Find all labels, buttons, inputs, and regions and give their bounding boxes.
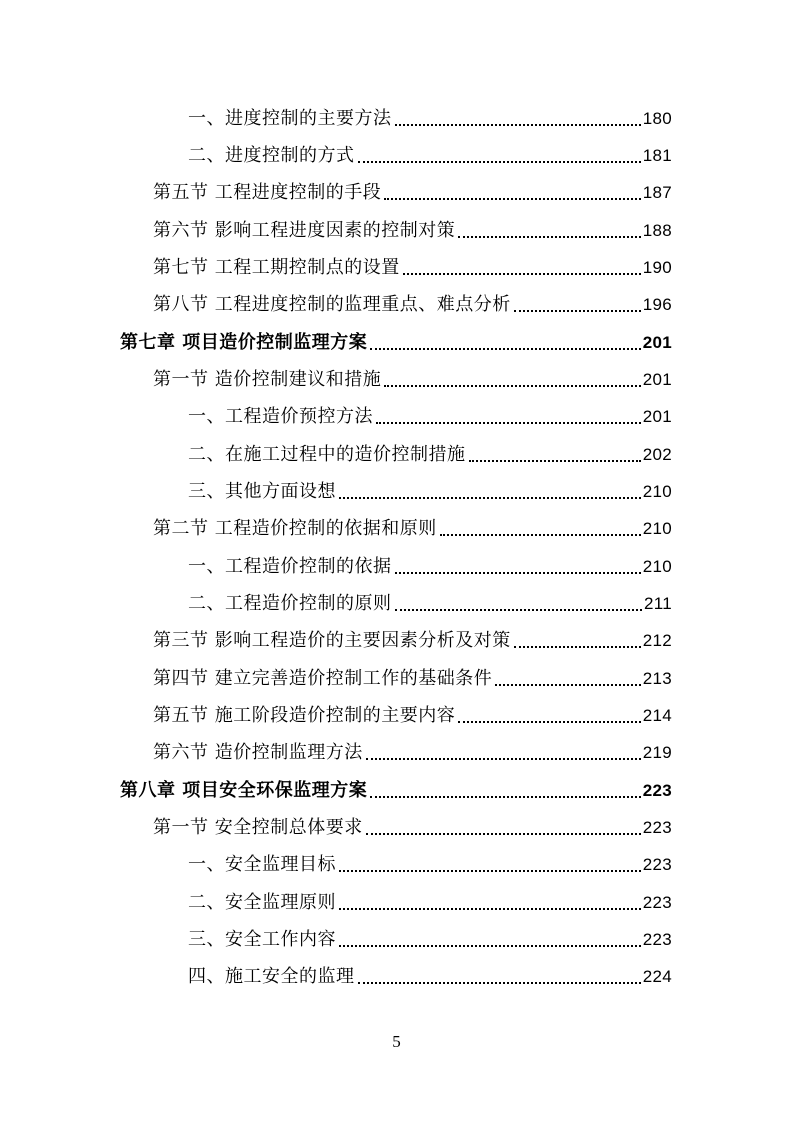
toc-leader-dots xyxy=(370,796,640,798)
toc-entry-title: 第二节 工程造价控制的依据和原则 xyxy=(153,518,437,539)
toc-entry[interactable] xyxy=(153,249,672,279)
toc-leader-dots xyxy=(395,609,642,611)
toc-chapter-entry[interactable] xyxy=(120,772,672,802)
toc-leader-dots xyxy=(458,236,641,238)
toc-entry-page: 210 xyxy=(642,482,672,501)
toc-leader-dots xyxy=(358,161,641,163)
toc-entry-page: 201 xyxy=(642,407,672,426)
toc-leader-dots xyxy=(376,422,641,424)
toc-leader-dots xyxy=(495,684,641,686)
page-number: 5 xyxy=(392,1032,401,1051)
toc-entry[interactable] xyxy=(188,137,672,167)
toc-entry[interactable] xyxy=(153,697,672,727)
toc-entry-page: 219 xyxy=(642,743,672,762)
toc-entry[interactable] xyxy=(153,174,672,204)
toc-entry[interactable] xyxy=(153,361,672,391)
toc-entry[interactable] xyxy=(188,958,672,988)
toc-leader-dots xyxy=(469,460,641,462)
toc-entry-page: 223 xyxy=(642,855,672,874)
toc-leader-dots xyxy=(358,982,641,984)
toc-entry-page: 210 xyxy=(642,557,672,576)
toc-entry[interactable] xyxy=(153,809,672,839)
toc-entry-title: 一、安全监理目标 xyxy=(188,854,336,875)
toc-entry[interactable] xyxy=(153,510,672,540)
toc-leader-dots xyxy=(440,534,641,536)
toc-entry-title: 第七章 项目造价控制监理方案 xyxy=(120,332,368,353)
toc-entry-page: 210 xyxy=(642,519,672,538)
toc-entry[interactable] xyxy=(153,734,672,764)
toc-leader-dots xyxy=(339,945,641,947)
toc-entry-title: 第五节 工程进度控制的手段 xyxy=(153,182,382,203)
toc-entry-title: 第七节 工程工期控制点的设置 xyxy=(153,257,400,278)
toc-entry-page: 201 xyxy=(642,370,672,389)
toc-entry-page: 223 xyxy=(642,930,672,949)
toc-entry-page: 214 xyxy=(642,706,672,725)
toc-entry-title: 第四节 建立完善造价控制工作的基础条件 xyxy=(153,668,493,689)
toc-leader-dots xyxy=(384,198,641,200)
toc-entry-title: 一、工程造价预控方法 xyxy=(188,406,373,427)
toc-leader-dots xyxy=(339,497,641,499)
toc-entry[interactable] xyxy=(153,212,672,242)
toc-entry-title: 第一节 安全控制总体要求 xyxy=(153,817,363,838)
toc-entry-page: 223 xyxy=(642,893,672,912)
toc-entry-title: 二、在施工过程中的造价控制措施 xyxy=(188,444,466,465)
toc-leader-dots xyxy=(339,870,641,872)
toc-entry-title: 一、进度控制的主要方法 xyxy=(188,108,392,129)
toc-entry[interactable] xyxy=(188,473,672,503)
toc-entry-title: 四、施工安全的监理 xyxy=(188,966,355,987)
toc-entry-title: 三、其他方面设想 xyxy=(188,481,336,502)
toc-leader-dots xyxy=(366,833,641,835)
toc-entry-page: 224 xyxy=(642,967,672,986)
toc-entry[interactable] xyxy=(188,884,672,914)
toc-entry[interactable] xyxy=(188,921,672,951)
toc-entry-page: 223 xyxy=(642,781,672,800)
toc-entry-page: 180 xyxy=(642,109,672,128)
toc-chapter-entry[interactable] xyxy=(120,324,672,354)
toc-entry-title: 第三节 影响工程造价的主要因素分析及对策 xyxy=(153,630,511,651)
toc-entry-page: 211 xyxy=(643,594,672,613)
toc-leader-dots xyxy=(403,273,641,275)
toc-leader-dots xyxy=(514,646,641,648)
toc-entry-page: 188 xyxy=(642,221,672,240)
toc-entry-title: 第一节 造价控制建议和措施 xyxy=(153,369,382,390)
toc-entry-page: 201 xyxy=(642,333,672,352)
toc-entry-title: 第六节 影响工程进度因素的控制对策 xyxy=(153,220,456,241)
toc-entry[interactable] xyxy=(188,585,672,615)
toc-entry-page: 190 xyxy=(642,258,672,277)
toc-entry-page: 202 xyxy=(642,445,672,464)
toc-entry[interactable] xyxy=(188,846,672,876)
toc-leader-dots xyxy=(339,908,641,910)
toc-entry-page: 223 xyxy=(642,818,672,837)
toc-entry-title: 第五节 施工阶段造价控制的主要内容 xyxy=(153,705,456,726)
toc-entry[interactable] xyxy=(188,100,672,130)
toc-entry-title: 一、工程造价控制的依据 xyxy=(188,556,392,577)
toc-leader-dots xyxy=(366,758,641,760)
toc-entry-title: 第八章 项目安全环保监理方案 xyxy=(120,780,368,801)
toc-entry-title: 第八节 工程进度控制的监理重点、难点分析 xyxy=(153,294,511,315)
toc-entry-title: 三、安全工作内容 xyxy=(188,929,336,950)
toc-entry-page: 196 xyxy=(642,295,672,314)
toc-entry[interactable] xyxy=(153,622,672,652)
toc-entry-title: 第六节 造价控制监理方法 xyxy=(153,742,363,763)
toc-entry-title: 二、工程造价控制的原则 xyxy=(188,593,392,614)
toc-leader-dots xyxy=(395,124,641,126)
toc-leader-dots xyxy=(514,310,641,312)
toc-entry-page: 212 xyxy=(642,631,672,650)
toc-entry[interactable] xyxy=(188,548,672,578)
toc-entry-page: 187 xyxy=(642,183,672,202)
toc-entry-title: 二、安全监理原则 xyxy=(188,892,336,913)
toc-leader-dots xyxy=(458,721,641,723)
toc-entry[interactable] xyxy=(153,286,672,316)
toc-leader-dots xyxy=(370,348,640,350)
toc-entry-title: 二、进度控制的方式 xyxy=(188,145,355,166)
toc-entry[interactable] xyxy=(188,436,672,466)
toc-entry-page: 181 xyxy=(642,146,672,165)
toc-entry[interactable] xyxy=(153,660,672,690)
toc-entry-page: 213 xyxy=(642,669,672,688)
toc-leader-dots xyxy=(384,385,641,387)
toc-entry[interactable] xyxy=(188,398,672,428)
toc-leader-dots xyxy=(395,572,641,574)
